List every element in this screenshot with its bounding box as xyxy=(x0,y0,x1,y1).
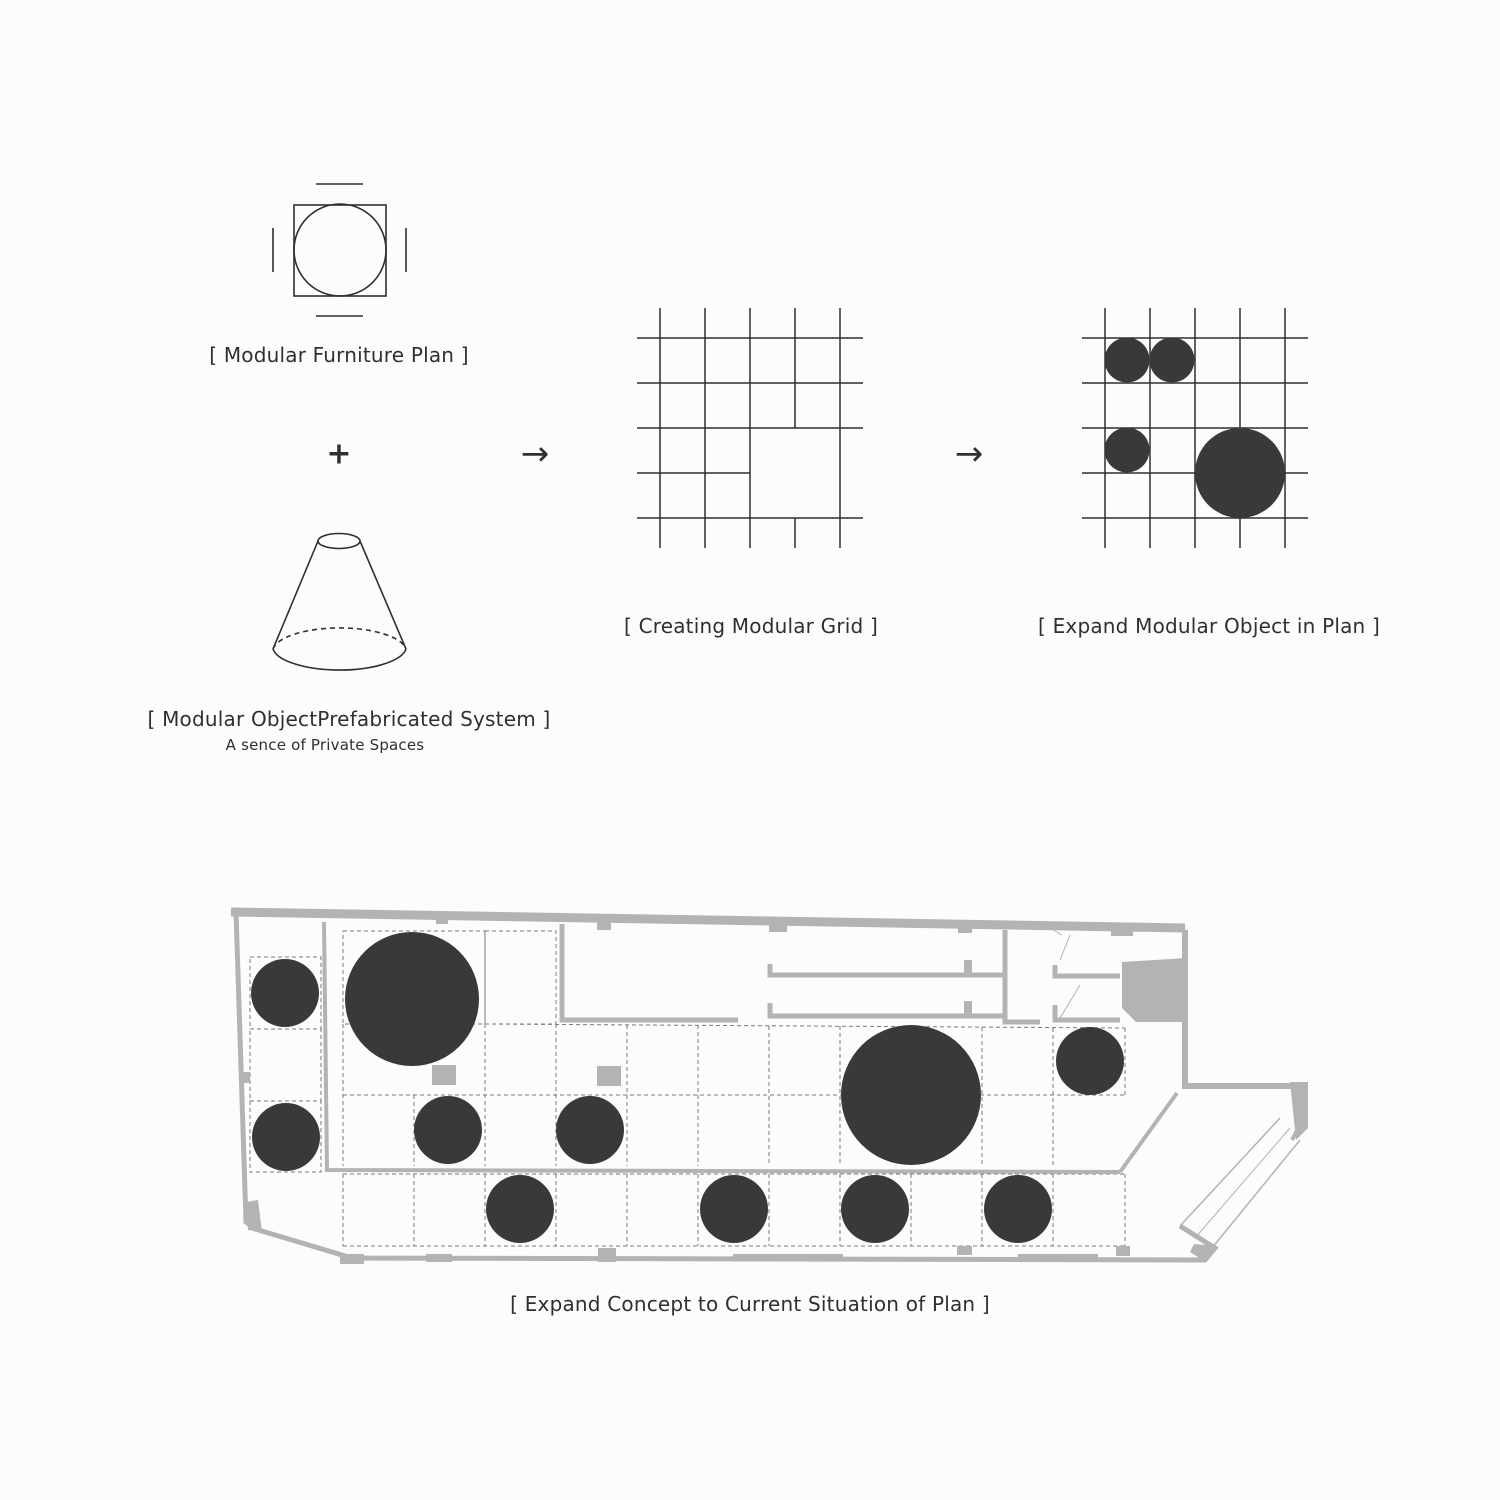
floor-plan xyxy=(231,912,1308,1264)
modular-grid xyxy=(637,308,863,548)
arrow-right-icon-2: → xyxy=(954,434,984,474)
expand-concept-label: [ Expand Concept to Current Situation of Plan ] xyxy=(510,1292,990,1316)
object-system-label: [ Modular ObjectPrefabricated System ] xyxy=(147,707,551,731)
furniture-plan-label: [ Modular Furniture Plan ] xyxy=(209,343,469,367)
modular-furniture-plan-icon xyxy=(273,184,406,316)
plan-discs xyxy=(251,932,1124,1243)
arrow-right-icon: → xyxy=(520,434,550,474)
object-system-subtitle: A sence of Private Spaces xyxy=(225,736,425,754)
cone-object-icon xyxy=(273,534,406,671)
creating-grid-label: [ Creating Modular Grid ] xyxy=(624,614,878,638)
plus-sign: + xyxy=(326,436,352,472)
expand-object-label: [ Expand Modular Object in Plan ] xyxy=(1038,614,1380,638)
